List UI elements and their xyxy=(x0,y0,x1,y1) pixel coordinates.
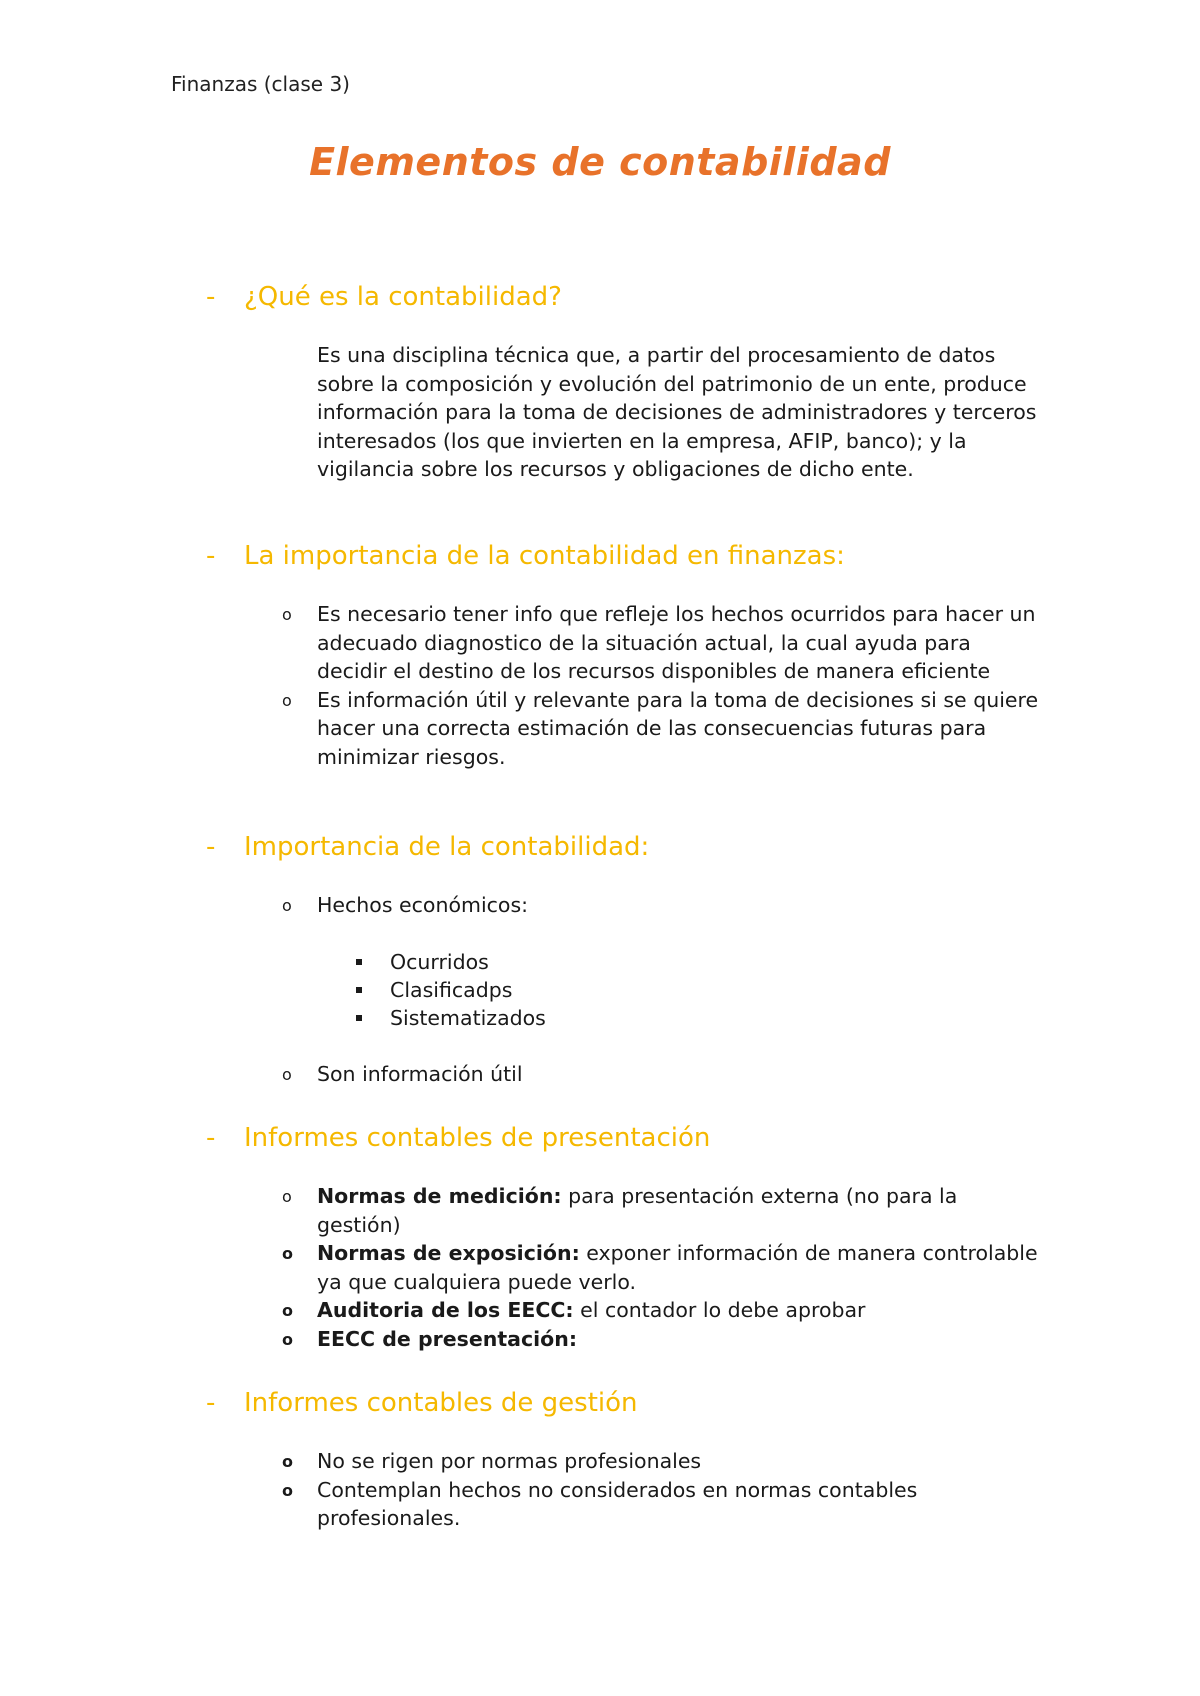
sub-list-item xyxy=(354,948,546,976)
bullet-marker: o xyxy=(282,1329,293,1349)
list-item-text: Hechos económicos: xyxy=(317,893,529,917)
bullet-marker: o xyxy=(282,690,292,710)
list-item-text: el contador lo debe aprobar xyxy=(573,1298,866,1322)
list-item xyxy=(282,891,1042,920)
dash-marker: - xyxy=(206,1123,216,1153)
list-item-text: exponer información de manera controlable ya que cualquiera puede verlo. xyxy=(317,1241,1038,1294)
sub-list-item-text: Ocurridos xyxy=(390,950,489,974)
list-item-label: EECC de presentación: xyxy=(317,1326,578,1351)
list-item-label: Normas de exposición: xyxy=(317,1241,580,1265)
document-title: Elementos de contabilidad xyxy=(309,140,891,184)
sub-list-item xyxy=(354,1004,546,1032)
list-item xyxy=(282,1182,1042,1239)
list-item-text: Contemplan hechos no considerados en normas contables profesionales. xyxy=(317,1477,918,1530)
list-item-text: Son información útil xyxy=(317,1062,523,1086)
section-heading-text: Informes contables de presentación xyxy=(244,1123,711,1153)
square-bullet xyxy=(356,987,362,993)
list-item xyxy=(282,1325,1042,1354)
dash-marker: - xyxy=(206,832,216,862)
list-item-text: No se rigen por normas profesionales xyxy=(317,1449,702,1473)
list-item xyxy=(282,1447,1042,1476)
bullet-marker: o xyxy=(282,1301,293,1320)
bullet-list xyxy=(282,1060,1042,1089)
square-bullet xyxy=(356,959,362,965)
bullet-marker: o xyxy=(282,1244,293,1263)
bullet-marker: o xyxy=(282,1065,292,1084)
bullet-marker: o xyxy=(282,1187,292,1206)
sub-list xyxy=(354,948,546,1032)
list-item-label: Auditoria de los EECC: xyxy=(317,1298,574,1322)
list-item-text: para presentación externa (no para la gestión) xyxy=(317,1184,958,1237)
list-item xyxy=(282,1239,1042,1296)
list-item xyxy=(282,1060,1042,1089)
dash-marker: - xyxy=(206,282,216,312)
bullet-marker: o xyxy=(282,896,292,915)
definition-paragraph: Es una disciplina técnica que, a partir del procesamiento de datos sobre la composición y evolución del patrimonio de un ente, produce información para la toma de decisiones de administradores y terceros interesados (los que invierten en la empresa, AFIP, banco); y la vigilancia sobre los recursos y obligaciones de dicho ente. xyxy=(317,343,1037,481)
section-heading-text: Importancia de la contabilidad: xyxy=(244,832,650,862)
bullet-marker: o xyxy=(282,1480,293,1500)
list-item-label: Normas de medición: xyxy=(317,1184,562,1208)
list-item xyxy=(282,1296,1042,1325)
section-heading-text: La importancia de la contabilidad en finanzas: xyxy=(244,541,845,571)
list-item xyxy=(282,686,1042,772)
bullet-marker: o xyxy=(282,1452,293,1471)
list-item xyxy=(282,600,1042,686)
sub-list-item-text: Sistematizados xyxy=(390,1006,546,1030)
section-heading-text: Informes contables de gestión xyxy=(244,1388,638,1418)
list-item xyxy=(282,1476,1042,1533)
list-item-text: Es necesario tener info que refleje los hechos ocurridos para hacer un adecuado diagnostico de la situación actual, la cual ayuda para decidir el destino de los recursos disponibles de manera eficiente xyxy=(317,602,1036,683)
list-item-text: Es información útil y relevante para la toma de decisiones si se quiere hacer una correcta estimación de las consecuencias futuras para minimizar riesgos. xyxy=(317,687,1039,769)
sub-list-item xyxy=(354,976,546,1004)
bullet-list xyxy=(282,1182,1042,1353)
bullet-list xyxy=(282,1447,1042,1533)
dash-marker: - xyxy=(206,541,216,571)
bullet-list xyxy=(282,600,1042,771)
page-header: Finanzas (clase 3) xyxy=(171,72,350,96)
dash-marker: - xyxy=(206,1388,216,1418)
sub-list-item-text: Clasificadps xyxy=(390,978,513,1002)
bullet-marker: o xyxy=(282,605,292,624)
bullet-list xyxy=(282,891,1042,920)
section-heading-text: ¿Qué es la contabilidad? xyxy=(244,282,562,312)
square-bullet xyxy=(356,1015,362,1021)
